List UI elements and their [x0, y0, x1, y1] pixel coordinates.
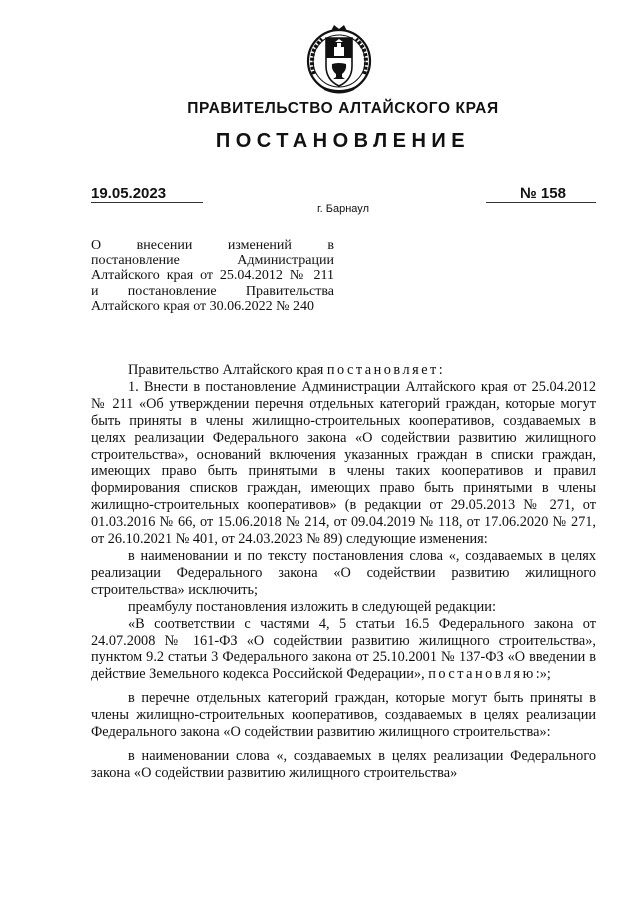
body-emphasis: постановляет [326, 362, 439, 378]
body-paragraph [91, 616, 596, 684]
document-date: 19.05.2023 [91, 185, 167, 202]
body-paragraph [91, 362, 596, 379]
altai-krai-coat-of-arms-icon [304, 22, 374, 100]
government-name: ПРАВИТЕЛЬСТВО АЛТАЙСКОГО КРАЯ [187, 100, 499, 117]
document-type-heading: ПОСТАНОВЛЕНИЕ [215, 130, 471, 152]
document-body [91, 362, 596, 782]
subject-line: Алтайского края от 25.04.2012 № 211 [91, 268, 334, 284]
subject-line: Алтайского края от 30.06.2022 № 240 [91, 298, 315, 314]
body-paragraph: в перечне отдельных категорий граждан, которые могут быть приняты в члены жилищно-строительных кооперативов, создаваемых в целях реализации Федерального закона «О содействии развитию жилищного строительства»: [91, 690, 596, 741]
document-number: № 158 [520, 185, 566, 202]
body-text: :»; [535, 666, 551, 683]
document-subject [91, 238, 334, 314]
body-text: : [438, 362, 443, 378]
body-text: Правительство Алтайского края [128, 362, 327, 378]
subject-line: и постановление Правительства [91, 283, 334, 299]
document-city: г. Барнаул [317, 203, 369, 215]
subject-line: О внесении изменений в [91, 238, 334, 253]
body-paragraph: 1. Внести в постановление Администрации Алтайского края от 25.04.2012 № 211 «Об утверждении перечня отдельных категорий граждан, которые могут быть приняты в члены жилищно-строительных кооперативов, создаваемых в целях реализации Федерального закона «О содействии развитию жилищного строительства», оснований включения указанных граждан в списки граждан, имеющих право быть принятыми в члены таких кооперативов и правил формирования списков граждан, имеющих право быть принятыми в члены жилищно-строительных кооперативов» (в редакции от 29.05.2013 № 271, от 01.03.2016 № 66, от 15.06.2018 № 214, от 09.04.2019 № 118, от 17.06.2020 № 271, от 26.10.2021 № 401, от 24.03.2023 № 89) следующие изменения: [91, 378, 596, 548]
body-paragraph: в наименовании и по тексту постановления слова «, создаваемых в целях реализации Федерального закона «О содействии развитию жилищного строительства» исключить; [91, 547, 596, 598]
body-text: «В соответствии с частями 4, 5 статьи 16.5 Федерального закона от 24.07.2008 № 161-ФЗ «О содействии развитию жилищного строительства», пунктом 9.2 статьи 3 Федерального закона от 25.10.2001 № 137-ФЗ «О введении в действие Земельного кодекса Российской Федерации», [91, 615, 596, 683]
subject-line: постановление Администрации [91, 253, 334, 269]
body-paragraph: в наименовании слова «, создаваемых в целях реализации Федерального закона «О содействии развитию жилищного строительства» [91, 747, 596, 781]
body-emphasis: постановляю [428, 666, 536, 683]
body-paragraph: преамбулу постановления изложить в следующей редакции: [128, 598, 496, 615]
